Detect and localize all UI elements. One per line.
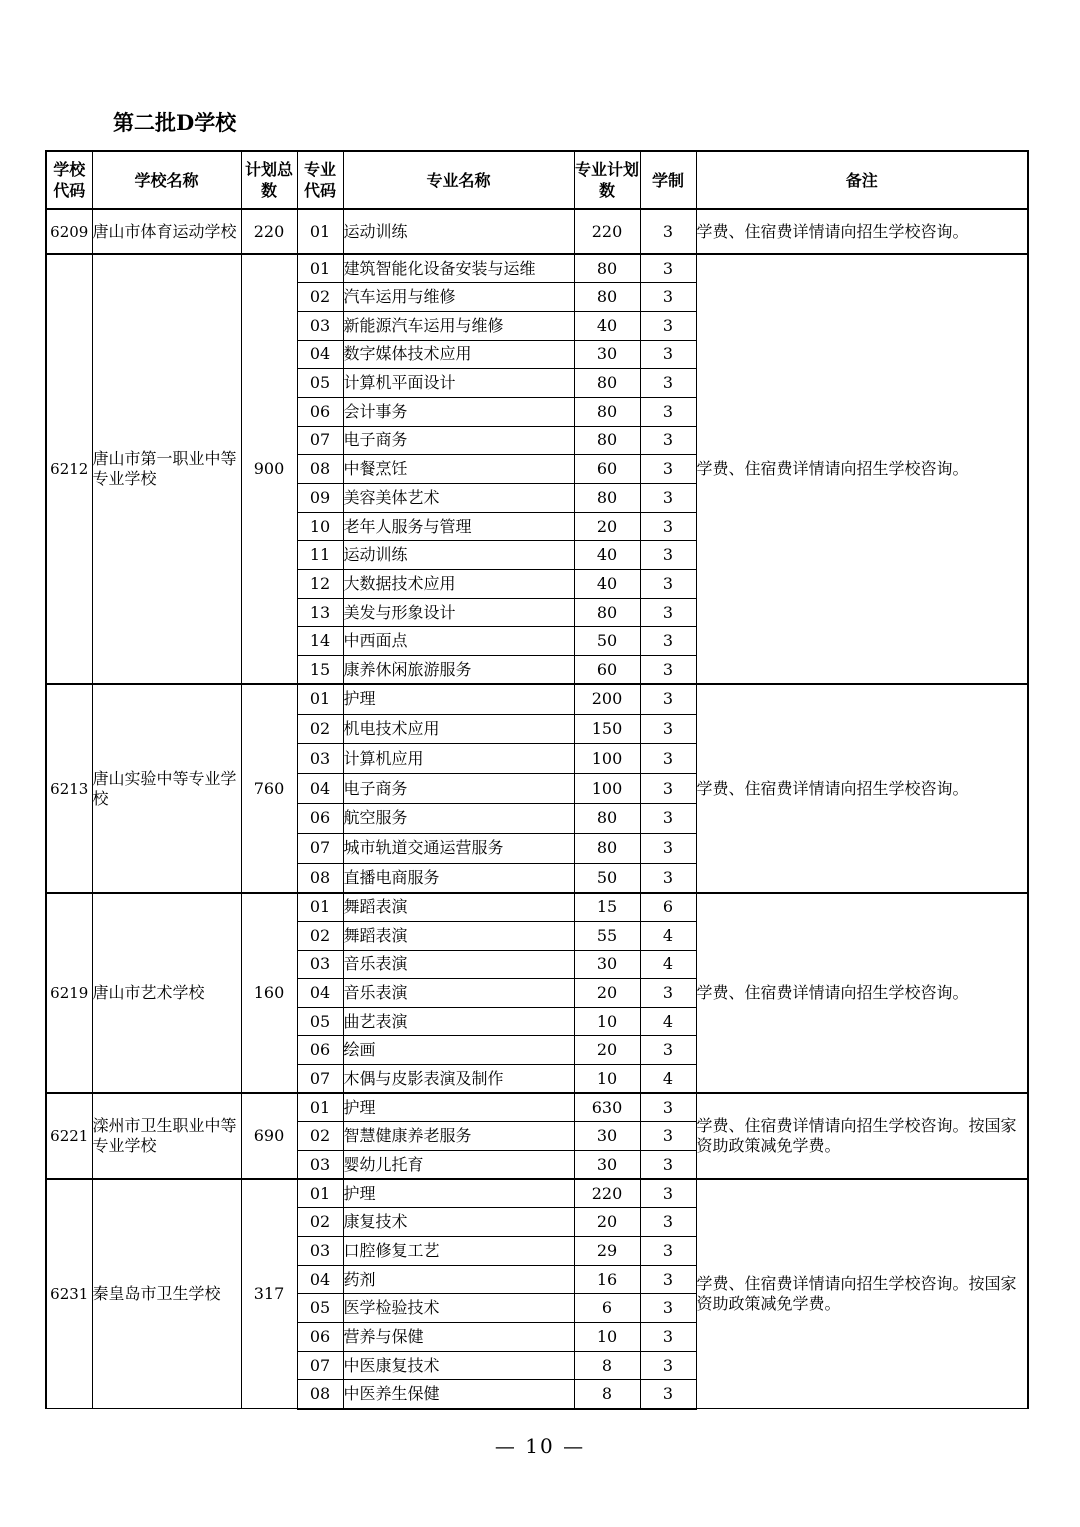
school-name-cell: 唐山市艺术学校 [92, 893, 241, 1093]
major-plan-cell: 8 [574, 1351, 640, 1380]
major-code-cell: 08 [297, 863, 343, 893]
duration-cell: 3 [640, 1208, 696, 1237]
header-school-code: 学校代码 [46, 151, 92, 209]
major-name-cell: 康养休闲旅游服务 [343, 656, 574, 685]
major-code-cell: 08 [297, 455, 343, 484]
major-code-cell: 03 [297, 311, 343, 340]
section-title: 第二批D学校 [113, 110, 237, 135]
major-plan-cell: 15 [574, 893, 640, 922]
duration-cell: 4 [640, 1064, 696, 1093]
header-major-name: 专业名称 [343, 151, 574, 209]
major-code-cell: 04 [297, 340, 343, 369]
major-name-cell: 老年人服务与管理 [343, 512, 574, 541]
major-plan-cell: 55 [574, 921, 640, 950]
major-code-cell: 03 [297, 1236, 343, 1265]
major-plan-cell: 20 [574, 512, 640, 541]
header-school-name: 学校名称 [92, 151, 241, 209]
major-plan-cell: 80 [574, 484, 640, 513]
school-code-cell: 6219 [46, 893, 92, 1093]
duration-cell: 3 [640, 541, 696, 570]
major-name-cell: 曲艺表演 [343, 1007, 574, 1036]
major-code-cell: 05 [297, 369, 343, 398]
major-plan-cell: 40 [574, 541, 640, 570]
major-plan-cell: 80 [574, 369, 640, 398]
major-name-cell: 婴幼儿托育 [343, 1150, 574, 1179]
duration-cell: 3 [640, 833, 696, 863]
major-name-cell: 口腔修复工艺 [343, 1236, 574, 1265]
major-plan-cell: 30 [574, 950, 640, 979]
major-name-cell: 舞蹈表演 [343, 893, 574, 922]
major-code-cell: 03 [297, 1150, 343, 1179]
enrollment-plan-table [45, 150, 1029, 1410]
school-name-cell: 滦州市卫生职业中等专业学校 [92, 1093, 241, 1179]
note-cell: 学费、住宿费详情请向招生学校咨询。 [696, 893, 1028, 1093]
plan-total-cell: 220 [241, 209, 297, 254]
major-name-cell: 数字媒体技术应用 [343, 340, 574, 369]
major-plan-cell: 30 [574, 1150, 640, 1179]
major-name-cell: 电子商务 [343, 426, 574, 455]
major-code-cell: 06 [297, 397, 343, 426]
duration-cell: 3 [640, 804, 696, 834]
major-plan-cell: 220 [574, 209, 640, 254]
duration-cell: 4 [640, 921, 696, 950]
major-code-cell: 03 [297, 950, 343, 979]
major-code-cell: 03 [297, 744, 343, 774]
major-name-cell: 美容美体艺术 [343, 484, 574, 513]
major-name-cell: 营养与保健 [343, 1323, 574, 1352]
major-plan-cell: 630 [574, 1093, 640, 1122]
duration-cell: 3 [640, 283, 696, 312]
duration-cell: 3 [640, 863, 696, 893]
major-name-cell: 大数据技术应用 [343, 570, 574, 599]
major-name-cell: 绘画 [343, 1036, 574, 1065]
major-name-cell: 直播电商服务 [343, 863, 574, 893]
major-name-cell: 木偶与皮影表演及制作 [343, 1064, 574, 1093]
major-plan-cell: 80 [574, 254, 640, 283]
major-plan-cell: 80 [574, 426, 640, 455]
major-plan-cell: 16 [574, 1265, 640, 1294]
major-name-cell: 音乐表演 [343, 979, 574, 1008]
table-row [46, 684, 1028, 714]
major-plan-cell: 30 [574, 1122, 640, 1151]
major-plan-cell: 80 [574, 804, 640, 834]
major-code-cell: 02 [297, 921, 343, 950]
major-name-cell: 建筑智能化设备安装与运维 [343, 254, 574, 283]
school-code-cell: 6231 [46, 1179, 92, 1409]
major-name-cell: 智慧健康养老服务 [343, 1122, 574, 1151]
major-name-cell: 新能源汽车运用与维修 [343, 311, 574, 340]
major-plan-cell: 30 [574, 340, 640, 369]
major-plan-cell: 220 [574, 1179, 640, 1208]
major-name-cell: 音乐表演 [343, 950, 574, 979]
note-cell: 学费、住宿费详情请向招生学校咨询。 [696, 684, 1028, 893]
major-plan-cell: 100 [574, 744, 640, 774]
major-plan-cell: 8 [574, 1380, 640, 1409]
major-code-cell: 01 [297, 254, 343, 283]
major-name-cell: 护理 [343, 1179, 574, 1208]
major-code-cell: 01 [297, 209, 343, 254]
major-name-cell: 中医养生保健 [343, 1380, 574, 1409]
major-code-cell: 06 [297, 1036, 343, 1065]
major-name-cell: 运动训练 [343, 541, 574, 570]
table-row [46, 254, 1028, 283]
major-plan-cell: 40 [574, 311, 640, 340]
school-code-cell: 6213 [46, 684, 92, 893]
major-code-cell: 02 [297, 283, 343, 312]
duration-cell: 3 [640, 426, 696, 455]
major-plan-cell: 40 [574, 570, 640, 599]
plan-total-cell: 690 [241, 1093, 297, 1179]
major-plan-cell: 80 [574, 833, 640, 863]
major-name-cell: 计算机应用 [343, 744, 574, 774]
duration-cell: 3 [640, 455, 696, 484]
table-row [46, 1093, 1028, 1122]
major-plan-cell: 29 [574, 1236, 640, 1265]
duration-cell: 3 [640, 397, 696, 426]
duration-cell: 3 [640, 627, 696, 656]
major-code-cell: 15 [297, 656, 343, 685]
major-name-cell: 运动训练 [343, 209, 574, 254]
major-code-cell: 02 [297, 1208, 343, 1237]
duration-cell: 3 [640, 340, 696, 369]
duration-cell: 3 [640, 1150, 696, 1179]
major-plan-cell: 60 [574, 656, 640, 685]
duration-cell: 3 [640, 1294, 696, 1323]
major-name-cell: 电子商务 [343, 774, 574, 804]
major-plan-cell: 200 [574, 684, 640, 714]
major-name-cell: 航空服务 [343, 804, 574, 834]
table-body [46, 209, 1028, 1409]
duration-cell: 3 [640, 1351, 696, 1380]
plan-total-cell: 900 [241, 254, 297, 684]
page-number: — 10 — [494, 1434, 586, 1458]
note-cell: 学费、住宿费详情请向招生学校咨询。按国家资助政策减免学费。 [696, 1179, 1028, 1409]
duration-cell: 3 [640, 1179, 696, 1208]
school-code-cell: 6209 [46, 209, 92, 254]
major-code-cell: 01 [297, 684, 343, 714]
header-plan-total: 计划总数 [241, 151, 297, 209]
major-plan-cell: 20 [574, 1036, 640, 1065]
major-plan-cell: 80 [574, 283, 640, 312]
major-name-cell: 舞蹈表演 [343, 921, 574, 950]
major-name-cell: 中西面点 [343, 627, 574, 656]
major-code-cell: 05 [297, 1007, 343, 1036]
note-cell: 学费、住宿费详情请向招生学校咨询。 [696, 254, 1028, 684]
duration-cell: 3 [640, 369, 696, 398]
duration-cell: 3 [640, 209, 696, 254]
duration-cell: 3 [640, 1036, 696, 1065]
duration-cell: 3 [640, 1265, 696, 1294]
duration-cell: 3 [640, 1122, 696, 1151]
major-code-cell: 07 [297, 833, 343, 863]
major-plan-cell: 60 [574, 455, 640, 484]
duration-cell: 3 [640, 484, 696, 513]
major-code-cell: 05 [297, 1294, 343, 1323]
major-code-cell: 07 [297, 1064, 343, 1093]
major-plan-cell: 80 [574, 397, 640, 426]
major-plan-cell: 10 [574, 1007, 640, 1036]
major-code-cell: 10 [297, 512, 343, 541]
major-code-cell: 07 [297, 1351, 343, 1380]
major-plan-cell: 10 [574, 1064, 640, 1093]
duration-cell: 3 [640, 1093, 696, 1122]
major-name-cell: 康复技术 [343, 1208, 574, 1237]
duration-cell: 3 [640, 714, 696, 744]
major-code-cell: 06 [297, 804, 343, 834]
duration-cell: 3 [640, 774, 696, 804]
note-cell: 学费、住宿费详情请向招生学校咨询。 [696, 209, 1028, 254]
major-plan-cell: 20 [574, 979, 640, 1008]
major-name-cell: 护理 [343, 1093, 574, 1122]
major-code-cell: 01 [297, 893, 343, 922]
major-name-cell: 药剂 [343, 1265, 574, 1294]
major-code-cell: 07 [297, 426, 343, 455]
duration-cell: 3 [640, 1236, 696, 1265]
major-name-cell: 汽车运用与维修 [343, 283, 574, 312]
table-row [46, 1179, 1028, 1208]
school-code-cell: 6221 [46, 1093, 92, 1179]
major-name-cell: 机电技术应用 [343, 714, 574, 744]
major-plan-cell: 50 [574, 627, 640, 656]
duration-cell: 3 [640, 570, 696, 599]
header-note: 备注 [696, 151, 1028, 209]
plan-total-cell: 317 [241, 1179, 297, 1409]
major-code-cell: 01 [297, 1179, 343, 1208]
major-plan-cell: 10 [574, 1323, 640, 1352]
major-name-cell: 医学检验技术 [343, 1294, 574, 1323]
major-code-cell: 08 [297, 1380, 343, 1409]
header-duration: 学制 [640, 151, 696, 209]
duration-cell: 3 [640, 1380, 696, 1409]
major-plan-cell: 80 [574, 598, 640, 627]
major-code-cell: 13 [297, 598, 343, 627]
major-code-cell: 04 [297, 1265, 343, 1294]
major-code-cell: 12 [297, 570, 343, 599]
note-cell: 学费、住宿费详情请向招生学校咨询。按国家资助政策减免学费。 [696, 1093, 1028, 1179]
header-major-plan: 专业计划数 [574, 151, 640, 209]
header-major-code: 专业代码 [297, 151, 343, 209]
major-code-cell: 11 [297, 541, 343, 570]
major-code-cell: 02 [297, 714, 343, 744]
duration-cell: 3 [640, 254, 696, 283]
duration-cell: 3 [640, 656, 696, 685]
major-code-cell: 04 [297, 774, 343, 804]
school-name-cell: 唐山实验中等专业学校 [92, 684, 241, 893]
school-code-cell: 6212 [46, 254, 92, 684]
major-plan-cell: 100 [574, 774, 640, 804]
major-name-cell: 中医康复技术 [343, 1351, 574, 1380]
major-name-cell: 中餐烹饪 [343, 455, 574, 484]
major-plan-cell: 150 [574, 714, 640, 744]
major-name-cell: 护理 [343, 684, 574, 714]
major-plan-cell: 50 [574, 863, 640, 893]
major-name-cell: 计算机平面设计 [343, 369, 574, 398]
table-header-row [46, 151, 1028, 209]
major-code-cell: 09 [297, 484, 343, 513]
duration-cell: 3 [640, 744, 696, 774]
major-plan-cell: 6 [574, 1294, 640, 1323]
school-name-cell: 唐山市体育运动学校 [92, 209, 241, 254]
duration-cell: 3 [640, 979, 696, 1008]
duration-cell: 3 [640, 512, 696, 541]
major-code-cell: 01 [297, 1093, 343, 1122]
major-name-cell: 美发与形象设计 [343, 598, 574, 627]
duration-cell: 6 [640, 893, 696, 922]
major-code-cell: 14 [297, 627, 343, 656]
school-name-cell: 唐山市第一职业中等专业学校 [92, 254, 241, 684]
duration-cell: 4 [640, 1007, 696, 1036]
plan-total-cell: 160 [241, 893, 297, 1093]
table-row [46, 893, 1028, 922]
major-code-cell: 06 [297, 1323, 343, 1352]
major-name-cell: 会计事务 [343, 397, 574, 426]
major-code-cell: 04 [297, 979, 343, 1008]
duration-cell: 4 [640, 950, 696, 979]
school-name-cell: 秦皇岛市卫生学校 [92, 1179, 241, 1409]
duration-cell: 3 [640, 311, 696, 340]
table-row [46, 209, 1028, 254]
duration-cell: 3 [640, 598, 696, 627]
major-code-cell: 02 [297, 1122, 343, 1151]
plan-total-cell: 760 [241, 684, 297, 893]
major-plan-cell: 20 [574, 1208, 640, 1237]
duration-cell: 3 [640, 1323, 696, 1352]
major-name-cell: 城市轨道交通运营服务 [343, 833, 574, 863]
duration-cell: 3 [640, 684, 696, 714]
